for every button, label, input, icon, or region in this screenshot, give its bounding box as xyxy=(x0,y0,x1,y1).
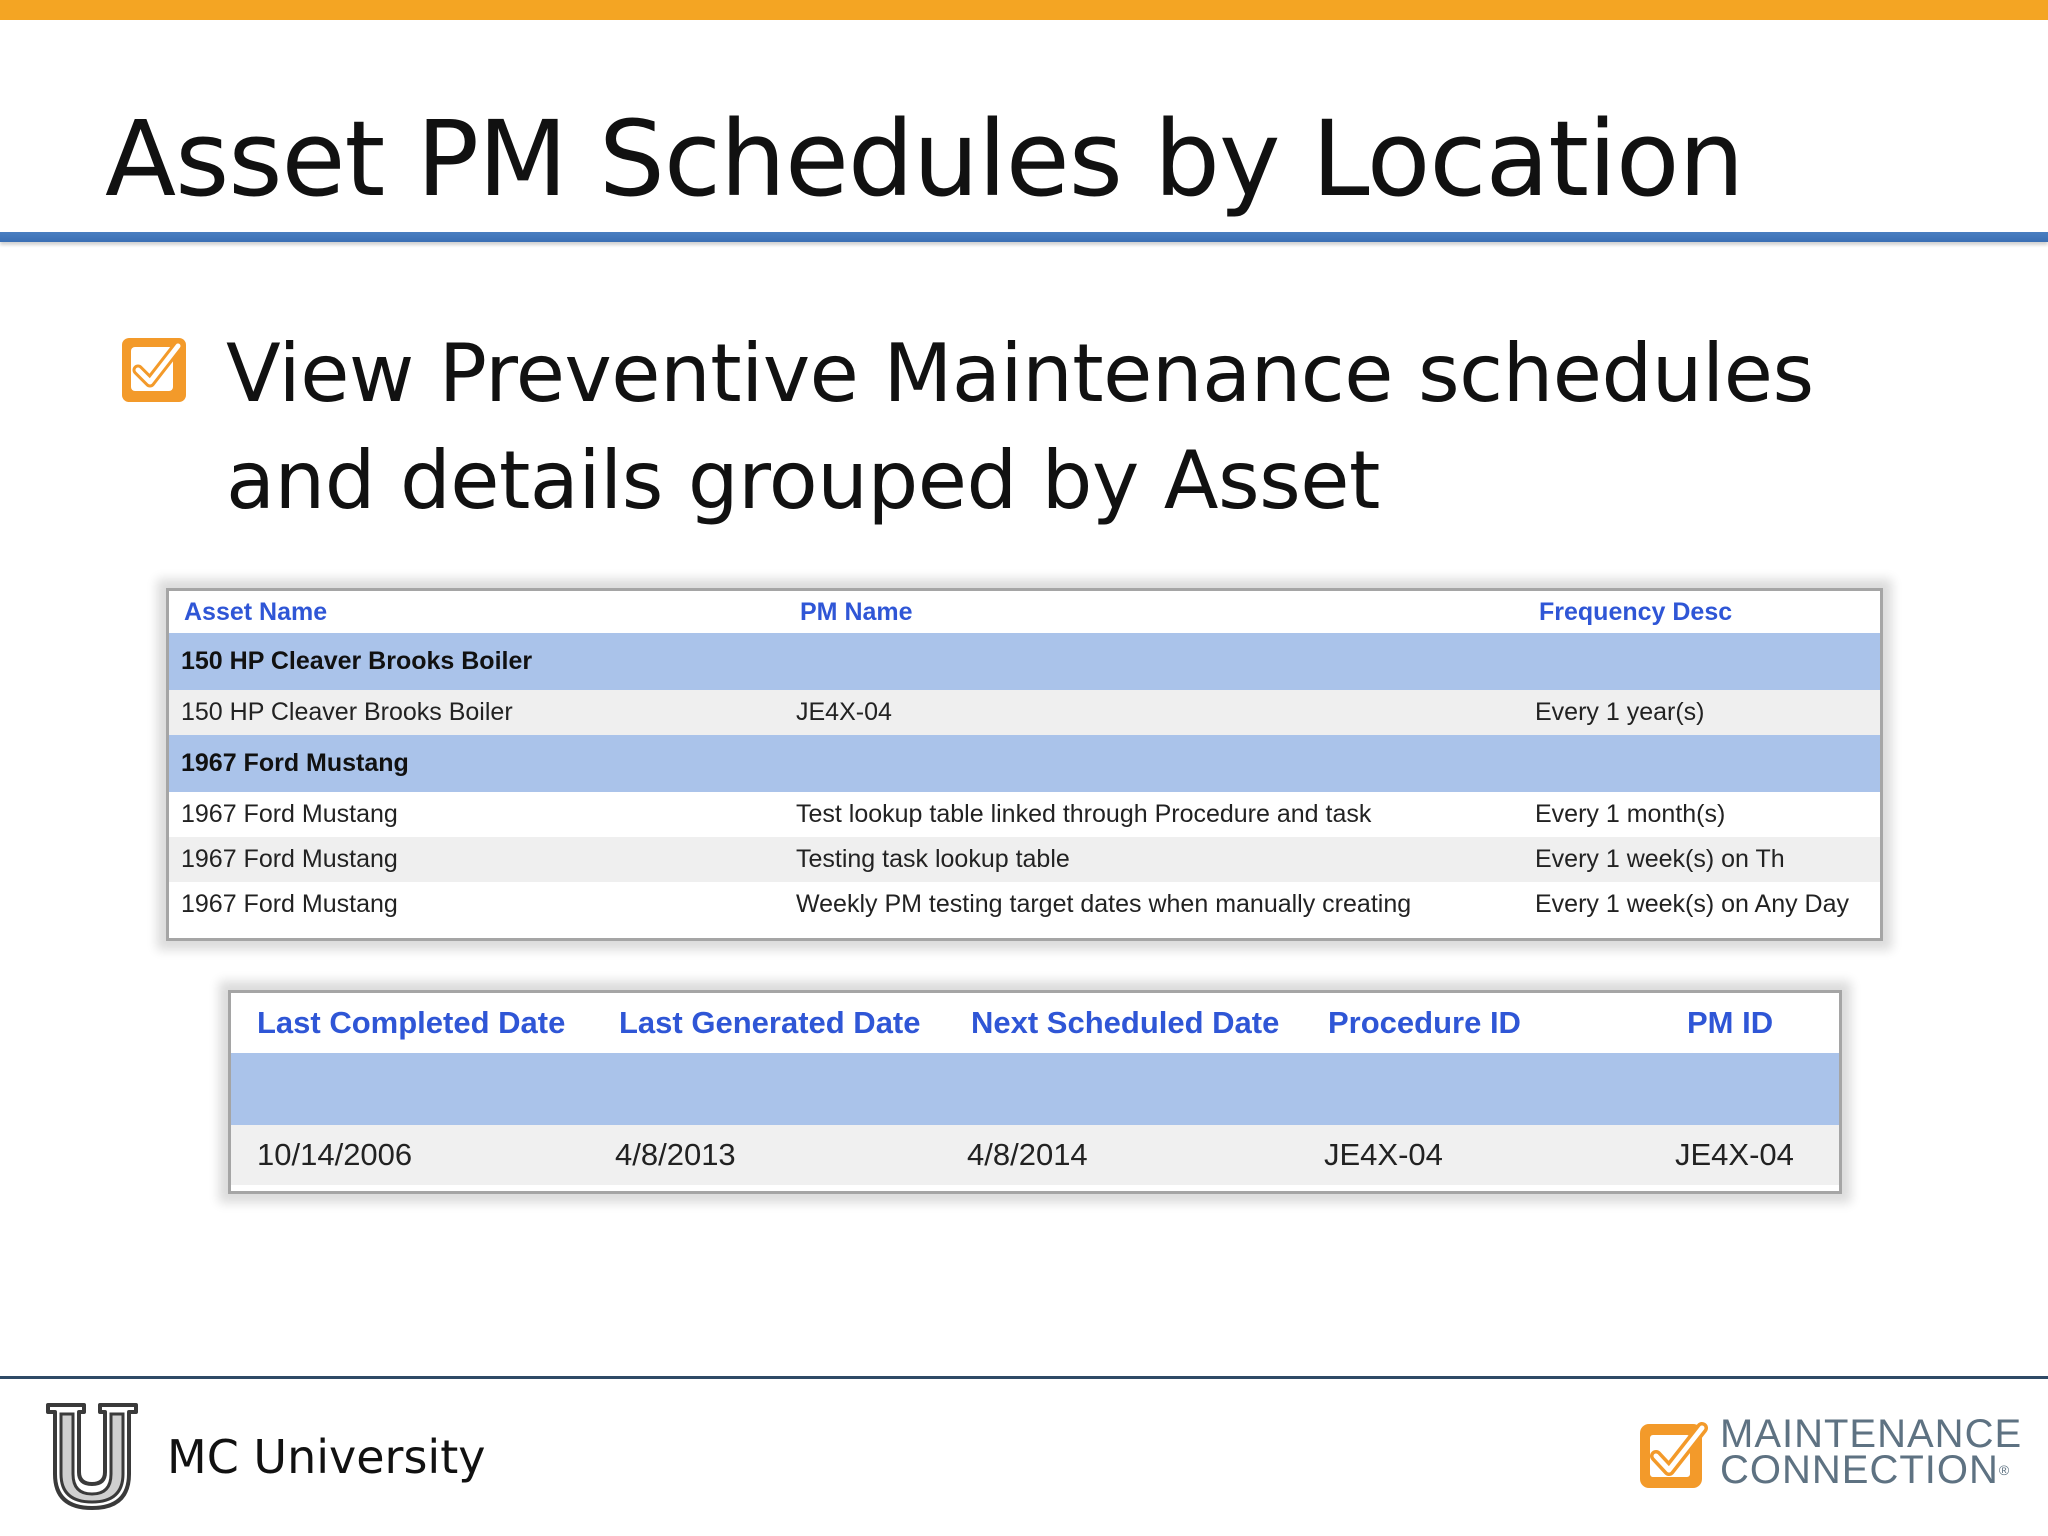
cell-last-generated-date: 4/8/2013 xyxy=(615,1125,967,1185)
column-header-procedure-id[interactable]: Procedure ID xyxy=(1328,1005,1521,1040)
pm-schedules-grid-screenshot xyxy=(166,588,1883,941)
brand-line-2-text: CONNECTION xyxy=(1720,1448,1999,1492)
table-header-row xyxy=(169,591,1880,633)
mc-university-logo-icon xyxy=(44,1402,140,1516)
cell-pm-id: JE4X-04 xyxy=(1675,1125,1839,1185)
maintenance-connection-wordmark xyxy=(1720,1412,2023,1492)
column-header-frequency-desc[interactable]: Frequency Desc xyxy=(1539,597,1733,626)
cell-asset-name: 150 HP Cleaver Brooks Boiler xyxy=(169,690,796,735)
group-row[interactable] xyxy=(169,633,1880,690)
footer-divider xyxy=(0,1376,2048,1379)
column-header-next-scheduled-date[interactable]: Next Scheduled Date xyxy=(971,1005,1280,1040)
pm-dates-grid-screenshot xyxy=(228,990,1842,1194)
group-label: 150 HP Cleaver Brooks Boiler xyxy=(169,633,1880,690)
cell-asset-name: 1967 Ford Mustang xyxy=(181,800,398,828)
table-header-row xyxy=(231,993,1839,1053)
cell-asset-name: 1967 Ford Mustang xyxy=(181,890,398,918)
group-row[interactable] xyxy=(231,1053,1839,1125)
cell-asset-name: 1967 Ford Mustang xyxy=(169,837,796,882)
cell-last-completed-date: 10/14/2006 xyxy=(231,1125,615,1185)
registered-mark: ® xyxy=(1998,1462,2011,1478)
maintenance-connection-check-icon xyxy=(1638,1420,1708,1494)
table-row[interactable] xyxy=(169,690,1880,735)
table-row[interactable] xyxy=(169,882,1880,927)
column-header-last-completed-date[interactable]: Last Completed Date xyxy=(257,1005,566,1040)
bullet-text: View Preventive Maintenance schedules and details grouped by Asset xyxy=(226,327,1814,527)
brand-line-1: MAINTENANCE xyxy=(1720,1412,2023,1456)
brand-line-2 xyxy=(1720,1448,2022,1492)
table-row[interactable] xyxy=(231,1125,1839,1185)
pm-dates-table xyxy=(231,993,1839,1185)
column-header-pm-id[interactable]: PM ID xyxy=(1687,1005,1774,1040)
cell-pm-name: JE4X-04 xyxy=(796,690,1535,735)
group-label-empty xyxy=(231,1053,1839,1125)
table-row[interactable] xyxy=(169,837,1880,882)
column-header-pm-name[interactable]: PM Name xyxy=(800,597,913,626)
column-header-last-generated-date[interactable]: Last Generated Date xyxy=(619,1005,921,1040)
cell-next-scheduled-date: 4/8/2014 xyxy=(967,1125,1324,1185)
cell-frequency: Every 1 week(s) on Any Day xyxy=(1535,890,1850,918)
cell-procedure-id: JE4X-04 xyxy=(1324,1125,1675,1185)
cell-frequency: Every 1 week(s) on Th xyxy=(1535,837,1880,882)
cell-pm-name: Weekly PM testing target dates when manually creating xyxy=(796,890,1412,918)
group-row[interactable] xyxy=(169,735,1880,792)
cell-frequency: Every 1 month(s) xyxy=(1535,800,1726,828)
group-label: 1967 Ford Mustang xyxy=(169,735,1880,792)
slide-title: Asset PM Schedules by Location xyxy=(105,98,1744,220)
checkbox-bullet-icon xyxy=(122,338,186,402)
footer-label: MC University xyxy=(167,1430,486,1484)
pm-schedules-table xyxy=(169,591,1880,927)
cell-pm-name: Test lookup table linked through Procedure and task xyxy=(796,800,1372,828)
cell-pm-name: Testing task lookup table xyxy=(796,837,1535,882)
cell-frequency: Every 1 year(s) xyxy=(1535,690,1880,735)
title-divider xyxy=(0,232,2048,242)
table-row[interactable] xyxy=(169,792,1880,837)
column-header-asset-name[interactable]: Asset Name xyxy=(184,597,328,626)
top-accent-bar xyxy=(0,0,2048,20)
